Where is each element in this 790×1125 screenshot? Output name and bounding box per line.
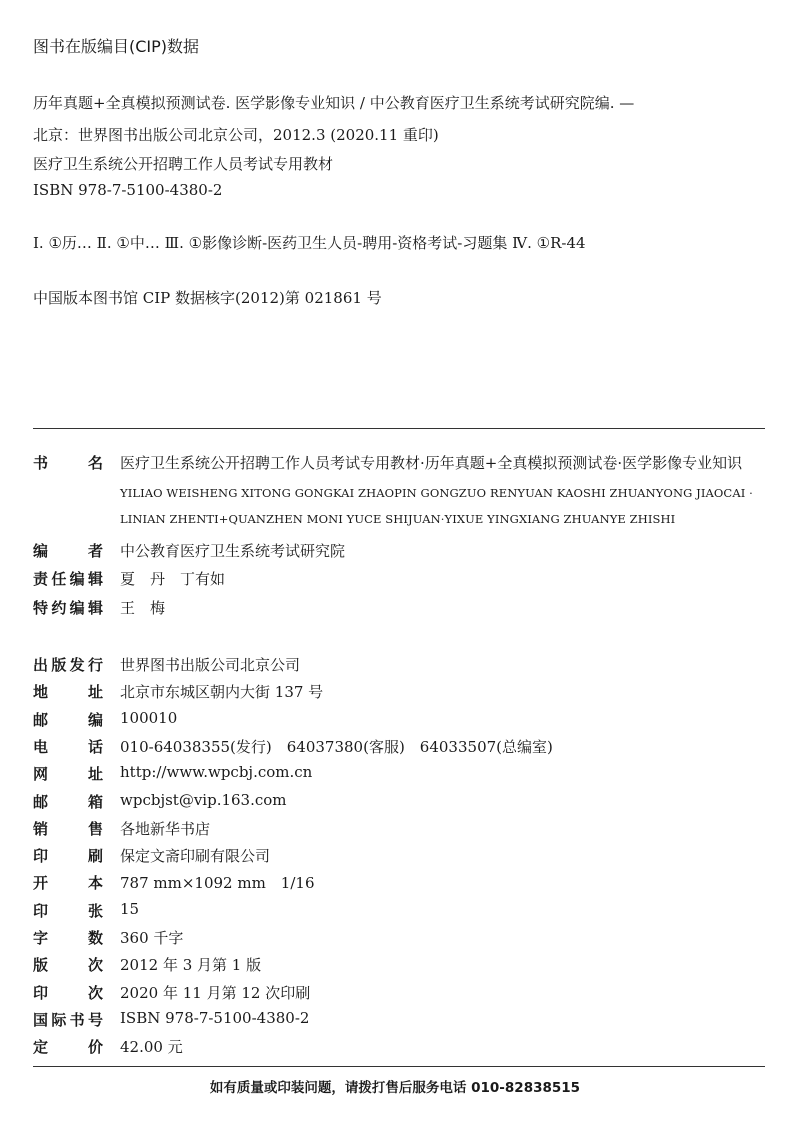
- pub-value: 世界图书出版公司北京公司: [120, 656, 301, 674]
- cip-series-line: 医疗卫生系统公开招聘工作人员考试专用教材: [33, 155, 334, 173]
- pub-label: 网 址: [33, 765, 103, 783]
- pub-value: 各地新华书店: [120, 820, 211, 838]
- cip-record-number: 中国版本图书馆 CIP 数据核字(2012)第 021861 号: [33, 289, 382, 307]
- author-value: 中公教育医疗卫生系统考试研究院: [120, 542, 346, 560]
- title-label: 书 名: [33, 454, 103, 472]
- pub-label: 地 址: [33, 683, 103, 701]
- pub-label: 国 际 书 号: [33, 1011, 103, 1029]
- pub-value: 北京市东城区朝内大街 137 号: [120, 683, 324, 701]
- pub-label: 出 版 发 行: [33, 656, 103, 674]
- special-editor-value: 王 梅: [120, 599, 166, 617]
- title-value: 医疗卫生系统公开招聘工作人员考试专用教材·历年真题+全真模拟预测试卷·医学影像专业知识: [120, 454, 743, 472]
- pub-label: 开 本: [33, 874, 103, 892]
- cip-classification-line: Ⅰ. ①历… Ⅱ. ①中… Ⅲ. ①影像诊断-医药卫生人员-聘用-资格考试-习题集 Ⅳ. ①R-44: [33, 234, 586, 252]
- title-pinyin-line-2: LINIAN ZHENTI+QUANZHEN MONI YUCE SHIJUAN·YIXUE YINGXIANG ZHUANYE ZHISHI: [120, 512, 676, 526]
- pub-value: 15: [120, 900, 140, 918]
- pub-value: wpcbjst@vip.163.com: [120, 791, 287, 809]
- pub-value: 010-64038355(发行) 64037380(客服) 64033507(总编室): [120, 738, 553, 756]
- pub-value: 42.00 元: [120, 1038, 183, 1056]
- title-pinyin-line-1: YILIAO WEISHENG XITONG GONGKAI ZHAOPIN GONGZUO RENYUAN KAOSHI ZHUANYONG JIAOCAI ·: [120, 486, 753, 500]
- pub-label: 印 刷: [33, 847, 103, 865]
- pub-value: 100010: [120, 709, 178, 727]
- pub-value: 2012 年 3 月第 1 版: [120, 956, 262, 974]
- pub-label: 字 数: [33, 929, 103, 947]
- pub-value: 保定文斋印刷有限公司: [120, 847, 271, 865]
- cip-publisher-line: 北京：世界图书出版公司北京公司，2012.3 (2020.11 重印): [33, 126, 439, 144]
- pub-label: 电 话: [33, 738, 103, 756]
- pub-value: http://www.wpcbj.com.cn: [120, 763, 313, 781]
- pub-value: ISBN 978-7-5100-4380-2: [120, 1009, 310, 1027]
- editor-label: 责 任 编 辑: [33, 570, 103, 588]
- pub-label: 销 售: [33, 820, 103, 838]
- pub-value: 2020 年 11 月第 12 次印刷: [120, 984, 311, 1002]
- after-sales-note: 如有质量或印装问题，请拨打售后服务电话 010-82838515: [209, 1080, 581, 1096]
- pub-label: 版 次: [33, 956, 103, 974]
- bottom-divider: [33, 1066, 765, 1067]
- editor-value: 夏 丹 丁有如: [120, 570, 226, 588]
- pub-value: 787 mm×1092 mm 1/16: [120, 874, 315, 892]
- cip-heading: 图书在版编目(CIP)数据: [33, 37, 200, 56]
- cip-title-line: 历年真题+全真模拟预测试卷. 医学影像专业知识 / 中公教育医疗卫生系统考试研究院编. —: [33, 94, 635, 112]
- pub-value: 360 千字: [120, 929, 184, 947]
- pub-label: 邮 箱: [33, 793, 103, 811]
- special-editor-label: 特 约 编 辑: [33, 599, 103, 617]
- pub-label: 印 张: [33, 902, 103, 920]
- author-label: 编 者: [33, 542, 103, 560]
- pub-label: 定 价: [33, 1038, 103, 1056]
- top-divider: [33, 428, 765, 429]
- pub-label: 邮 编: [33, 711, 103, 729]
- pub-label: 印 次: [33, 984, 103, 1002]
- cip-isbn-line: ISBN 978-7-5100-4380-2: [33, 181, 223, 199]
